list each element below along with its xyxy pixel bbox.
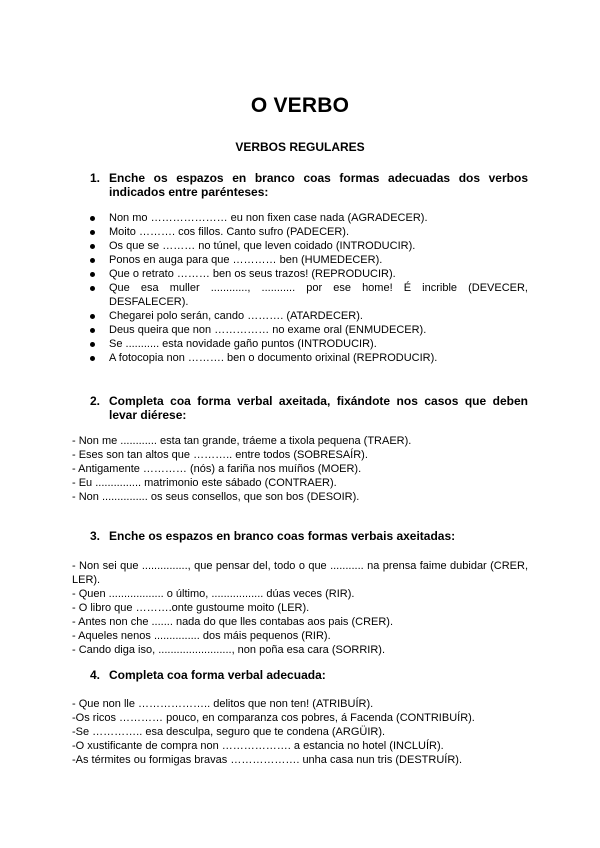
exercise-3-instruction: Enche os espazos en branco coas formas verbais axeitadas: (109, 529, 456, 543)
list-item: Os que se ……… no túnel, que leven coidado (INTRODUCIR). (90, 239, 528, 253)
exercise-3-heading (90, 529, 528, 543)
list-item: - Eu ............... matrimonio este sábado (CONTRAER). (72, 477, 337, 489)
list-item: Moito ………. cos fillos. Canto sufro (PADECER). (90, 225, 528, 239)
exercise-4-instruction: Completa coa forma verbal adecuada: (109, 668, 326, 682)
document-title: O VERBO (250, 94, 350, 117)
list-item: Non mo ………………… eu non fixen case nada (AGRADECER). (90, 211, 528, 225)
bullet-icon (90, 342, 95, 347)
list-item: - Non ............... os seus consellos, que son bos (DESOIR). (72, 491, 360, 503)
bullet-icon (90, 258, 95, 263)
list-item: - O libro que ……….onte gustoume moito (LER). (72, 602, 310, 614)
exercise-4-number: 4. (90, 668, 101, 682)
list-item: -Se ………….. esa desculpa, seguro que te condena (ARGÜIR). (72, 726, 386, 738)
list-item: Chegarei polo serán, cando ………. (ATARDECER). (90, 309, 528, 323)
list-item: A fotocopia non ………. ben o documento orixinal (REPRODUCIR). (90, 351, 528, 365)
list-item: - Quen .................. o último, ................. dúas veces (RIR). (72, 588, 355, 600)
list-item: Deus queira que non …………… no exame oral (ENMUDECER). (90, 323, 528, 337)
exercise-2-instruction: Completa coa forma verbal axeitada, fixándote nos casos que deben levar diérese: (109, 394, 528, 422)
exercise-1-instruction: Enche os espazos en branco coas formas adecuadas dos verbos indicados entre parénteses: (109, 171, 528, 199)
bullet-icon (90, 272, 95, 277)
list-item: -Os ricos ………… pouco, en comparanza cos pobres, á Facenda (CONTRIBUÍR). (72, 712, 475, 724)
list-item: Se ........... esta novidade gaño puntos (INTRODUCIR). (90, 337, 528, 351)
exercise-2-number: 2. (90, 394, 101, 408)
bullet-icon (90, 230, 95, 235)
list-item: - Non me ............ esta tan grande, tráeme a tixola pequena (TRAER). (72, 435, 412, 447)
bullet-icon (90, 328, 95, 333)
exercise-1-list (90, 211, 528, 365)
list-item: Ponos en auga para que ………… ben (HUMEDECER). (90, 253, 528, 267)
list-item: - Non sei que ..............., que pensar del, todo o que ........... na prensa faime dubidar (CRER, LER). (72, 560, 528, 586)
bullet-icon (90, 244, 95, 249)
exercise-3-list (72, 559, 528, 657)
list-item: Que o retrato ……… ben os seus trazos! (REPRODUCIR). (90, 267, 528, 281)
bullet-icon (90, 314, 95, 319)
bullet-icon (90, 356, 95, 361)
list-item: - Eses son tan altos que ……….. entre todos (SOBRESAÍR). (72, 449, 368, 461)
list-item: - Que non lle ……………….. delitos que non ten! (ATRIBUÍR). (72, 698, 374, 710)
bullet-icon (90, 286, 95, 291)
list-item: - Antigamente ………… (nós) a fariña nos muíños (MOER). (72, 463, 362, 475)
exercise-4-heading (90, 668, 528, 682)
list-item: - Antes non che ....... nada do que lles contabas aos pais (CRER). (72, 616, 394, 628)
exercise-2-heading (90, 394, 528, 422)
list-item: - Aqueles nenos ............... dos máis pequenos (RIR). (72, 630, 331, 642)
list-item: Que esa muller ............, ........... por ese home! É incrible (DEVECER, DESFALECER). (90, 281, 528, 309)
exercise-1-heading (90, 171, 528, 199)
bullet-icon (90, 216, 95, 221)
exercise-3-number: 3. (90, 529, 101, 543)
list-item: -As térmites ou formigas bravas ………………. unha casa nun tris (DESTRUÍR). (72, 754, 462, 766)
list-item: - Cando diga iso, ........................, non poña esa cara (SORRIR). (72, 644, 386, 656)
list-item: -O xustificante de compra non ………………. a estancia no hotel (INCLUÍR). (72, 740, 444, 752)
exercise-2-list (72, 434, 528, 504)
exercise-4-list (72, 697, 528, 767)
exercise-1-number: 1. (90, 171, 101, 185)
document-subtitle: VERBOS REGULARES (235, 140, 365, 154)
